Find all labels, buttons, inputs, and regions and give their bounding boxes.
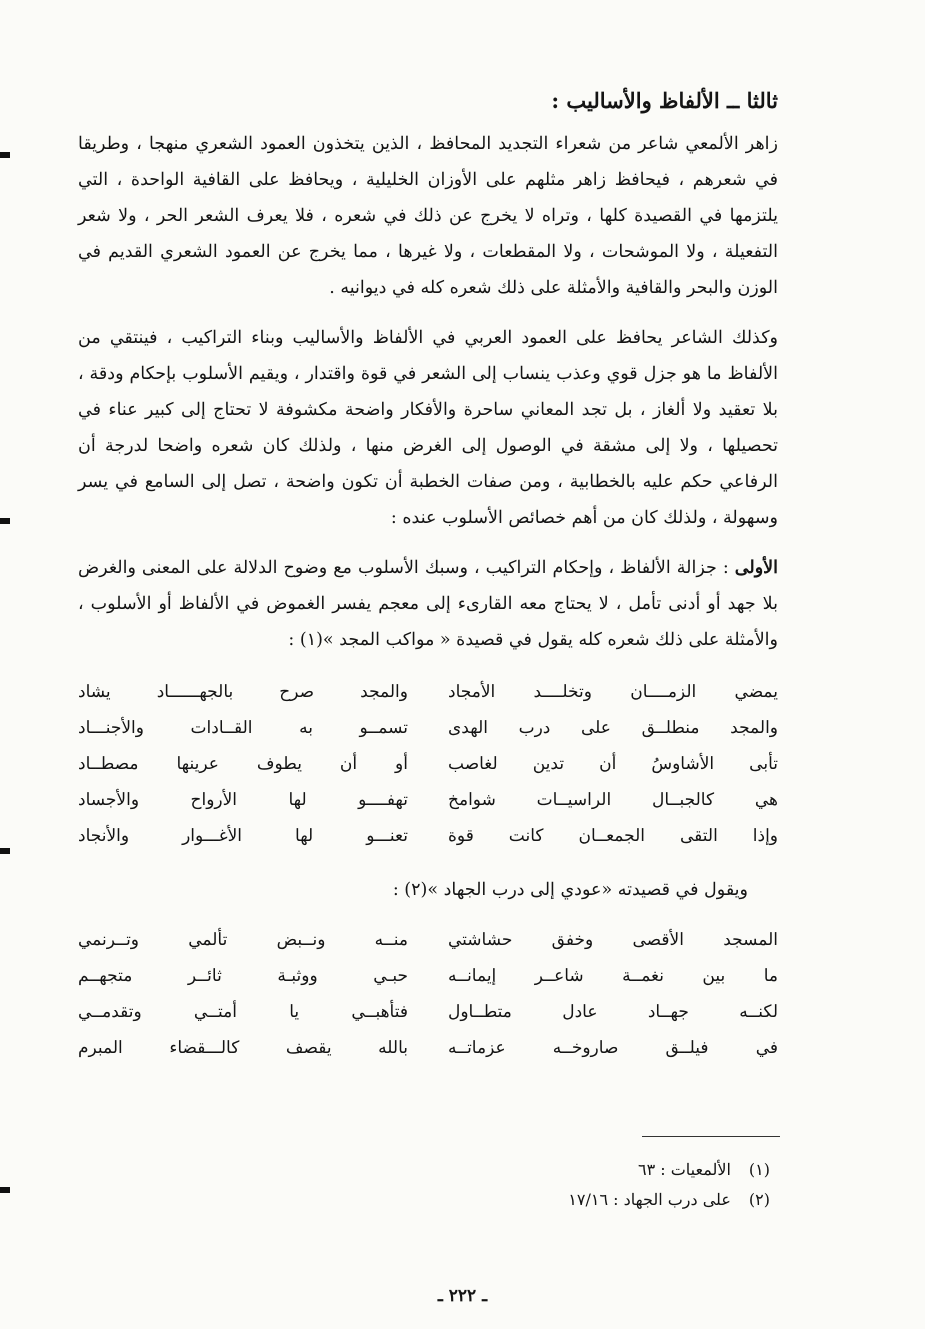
verse-left: بالله يقصف كالـــقضاء المبرم	[78, 1038, 408, 1058]
paragraph-3-lead: الأولى	[734, 558, 778, 578]
margin-mark	[0, 518, 10, 524]
verse-right: والمجد منطلــق على درب الهدى	[448, 718, 778, 738]
margin-mark	[0, 1187, 10, 1193]
verse-row	[78, 674, 778, 710]
paragraph-1: زاهر الألمعي شاعر من شعراء التجديد المحافظ ، الذين يتخذون العمود الشعري منهجا ، وطريقا في شعرهم ، فيحافظ زاهر مثلهم على الأوزان الخليلية ، ويحافظ على القافية الواحدة ، التي يلتزمها في القصيدة كلها ، وتراه لا يخرج عن ذلك في شعره ، فلا يعرف الشعر الحر ، ولا شعر التفعيلة ، ولا الموشحات ، ولا المقطعات ، ولا غيرها ، مما يخرج عن العمود الشعري القديم في الوزن والبحر والقافية والأمثلة على ذلك شعره كله في ديوانيه .	[78, 134, 778, 298]
poem-2	[78, 922, 778, 1066]
verse-right: المسجد الأقصى وخفق حشاشتي	[448, 930, 778, 950]
footnote-divider	[642, 1136, 780, 1137]
verse-right: تأبى الأشاوسُ أن تدين لغاصب	[448, 754, 778, 774]
verse-left: تسمــو به القــادات والأجنـــاد	[78, 718, 408, 738]
footnote-number: (٢)	[748, 1190, 770, 1209]
verse-left: أو أن يطوف عرينها مصطــاد	[78, 754, 408, 774]
verse-right: وإذا التقى الجمعــان كانت قوة	[448, 826, 778, 846]
verse-row	[78, 1030, 778, 1066]
footnote-number: (١)	[748, 1160, 770, 1179]
verse-right: في فيلــق صاروخــه عزماتــه	[448, 1038, 778, 1058]
verse-right: ما بين نغمــة شاعــر إيمانــه	[448, 966, 778, 986]
verse-right: لكنــه جهــاد عادل متطــاول	[448, 1002, 778, 1022]
margin-mark	[0, 848, 10, 854]
paragraph-3	[78, 550, 778, 658]
poem-2-intro: ويقول في قصيدته «عودي إلى درب الجهاد »(٢) :	[392, 880, 748, 900]
verse-row	[78, 994, 778, 1030]
footnote-text: الألمعيات : ٦٣	[637, 1160, 731, 1179]
verse-right: يمضي الزمــــان وتخلــــد الأمجاد	[448, 682, 778, 702]
verse-left: حبـي ووثبـة ثائــر متجهــم	[78, 966, 408, 986]
verse-left: فتأهبــي يا أمتــي وتقدمــي	[78, 1002, 408, 1022]
section-heading: ثالثا ــ الألفاظ والأساليب :	[551, 88, 778, 113]
poem-1	[78, 674, 778, 854]
page-content	[78, 86, 778, 1066]
verse-left: تعنـــو لها الأغـــوار والأنجاد	[78, 826, 408, 846]
margin-mark	[0, 152, 10, 158]
footnotes	[420, 1155, 770, 1215]
verse-row	[78, 710, 778, 746]
footnote	[420, 1155, 770, 1185]
verse-row	[78, 818, 778, 854]
footnote-text: على درب الجهاد : ١٧/١٦	[568, 1190, 731, 1209]
paragraph-3-text: : جزالة الألفاظ ، وإحكام التراكيب ، وسبك الأسلوب مع وضوح الدلالة على المعنى والغرض بلا جهد أو أدنى تأمل ، لا يحتاج معه القارىء إلى معجم يفسر الغموض في الألفاظ أو الأسلوب ، والأمثلة على ذلك شعره كله يقول في قصيدة « مواكب المجد »(١) :	[78, 558, 778, 650]
verse-row	[78, 746, 778, 782]
paragraph-2: وكذلك الشاعر يحافظ على العمود العربي في الألفاظ والأساليب وبناء التراكيب ، فينتقي من الألفاظ ما هو جزل قوي وعذب ينساب إلى الشعر في قوة واقتدار ، ويقيم الأسلوب بإحكام ودقة ، بلا تعقيد ولا ألغاز ، بل تجد المعاني ساحرة والأفكار واضحة مكشوفة لا تحتاج إلى كبير عناء في تحصيلها ، ولا إلى مشقة في الوصول إلى الغرض منها ، ولذلك كان شعره واضحا لدرجة أن الرفاعي حكم عليه بالخطابية ، ومن صفات الخطبة أن تكون واضحة ، تصل إلى السامع في يسر وسهولة ، ولذلك كان من أهم خصائص الأسلوب عنده :	[78, 328, 778, 528]
verse-left: والمجد صرح بالجهــــــاد يشاد	[78, 682, 408, 702]
page-number: ـ ٢٢٢ ـ	[437, 1286, 488, 1306]
verse-row	[78, 782, 778, 818]
verse-left: منــه ونــبض تألمي وتــرنمي	[78, 930, 408, 950]
verse-row	[78, 958, 778, 994]
verse-right: هي كالجبــال الراسيــات شوامخ	[448, 790, 778, 810]
verse-left: تهفــــو لها الأرواح والأجساد	[78, 790, 408, 810]
footnote	[420, 1185, 770, 1215]
verse-row	[78, 922, 778, 958]
